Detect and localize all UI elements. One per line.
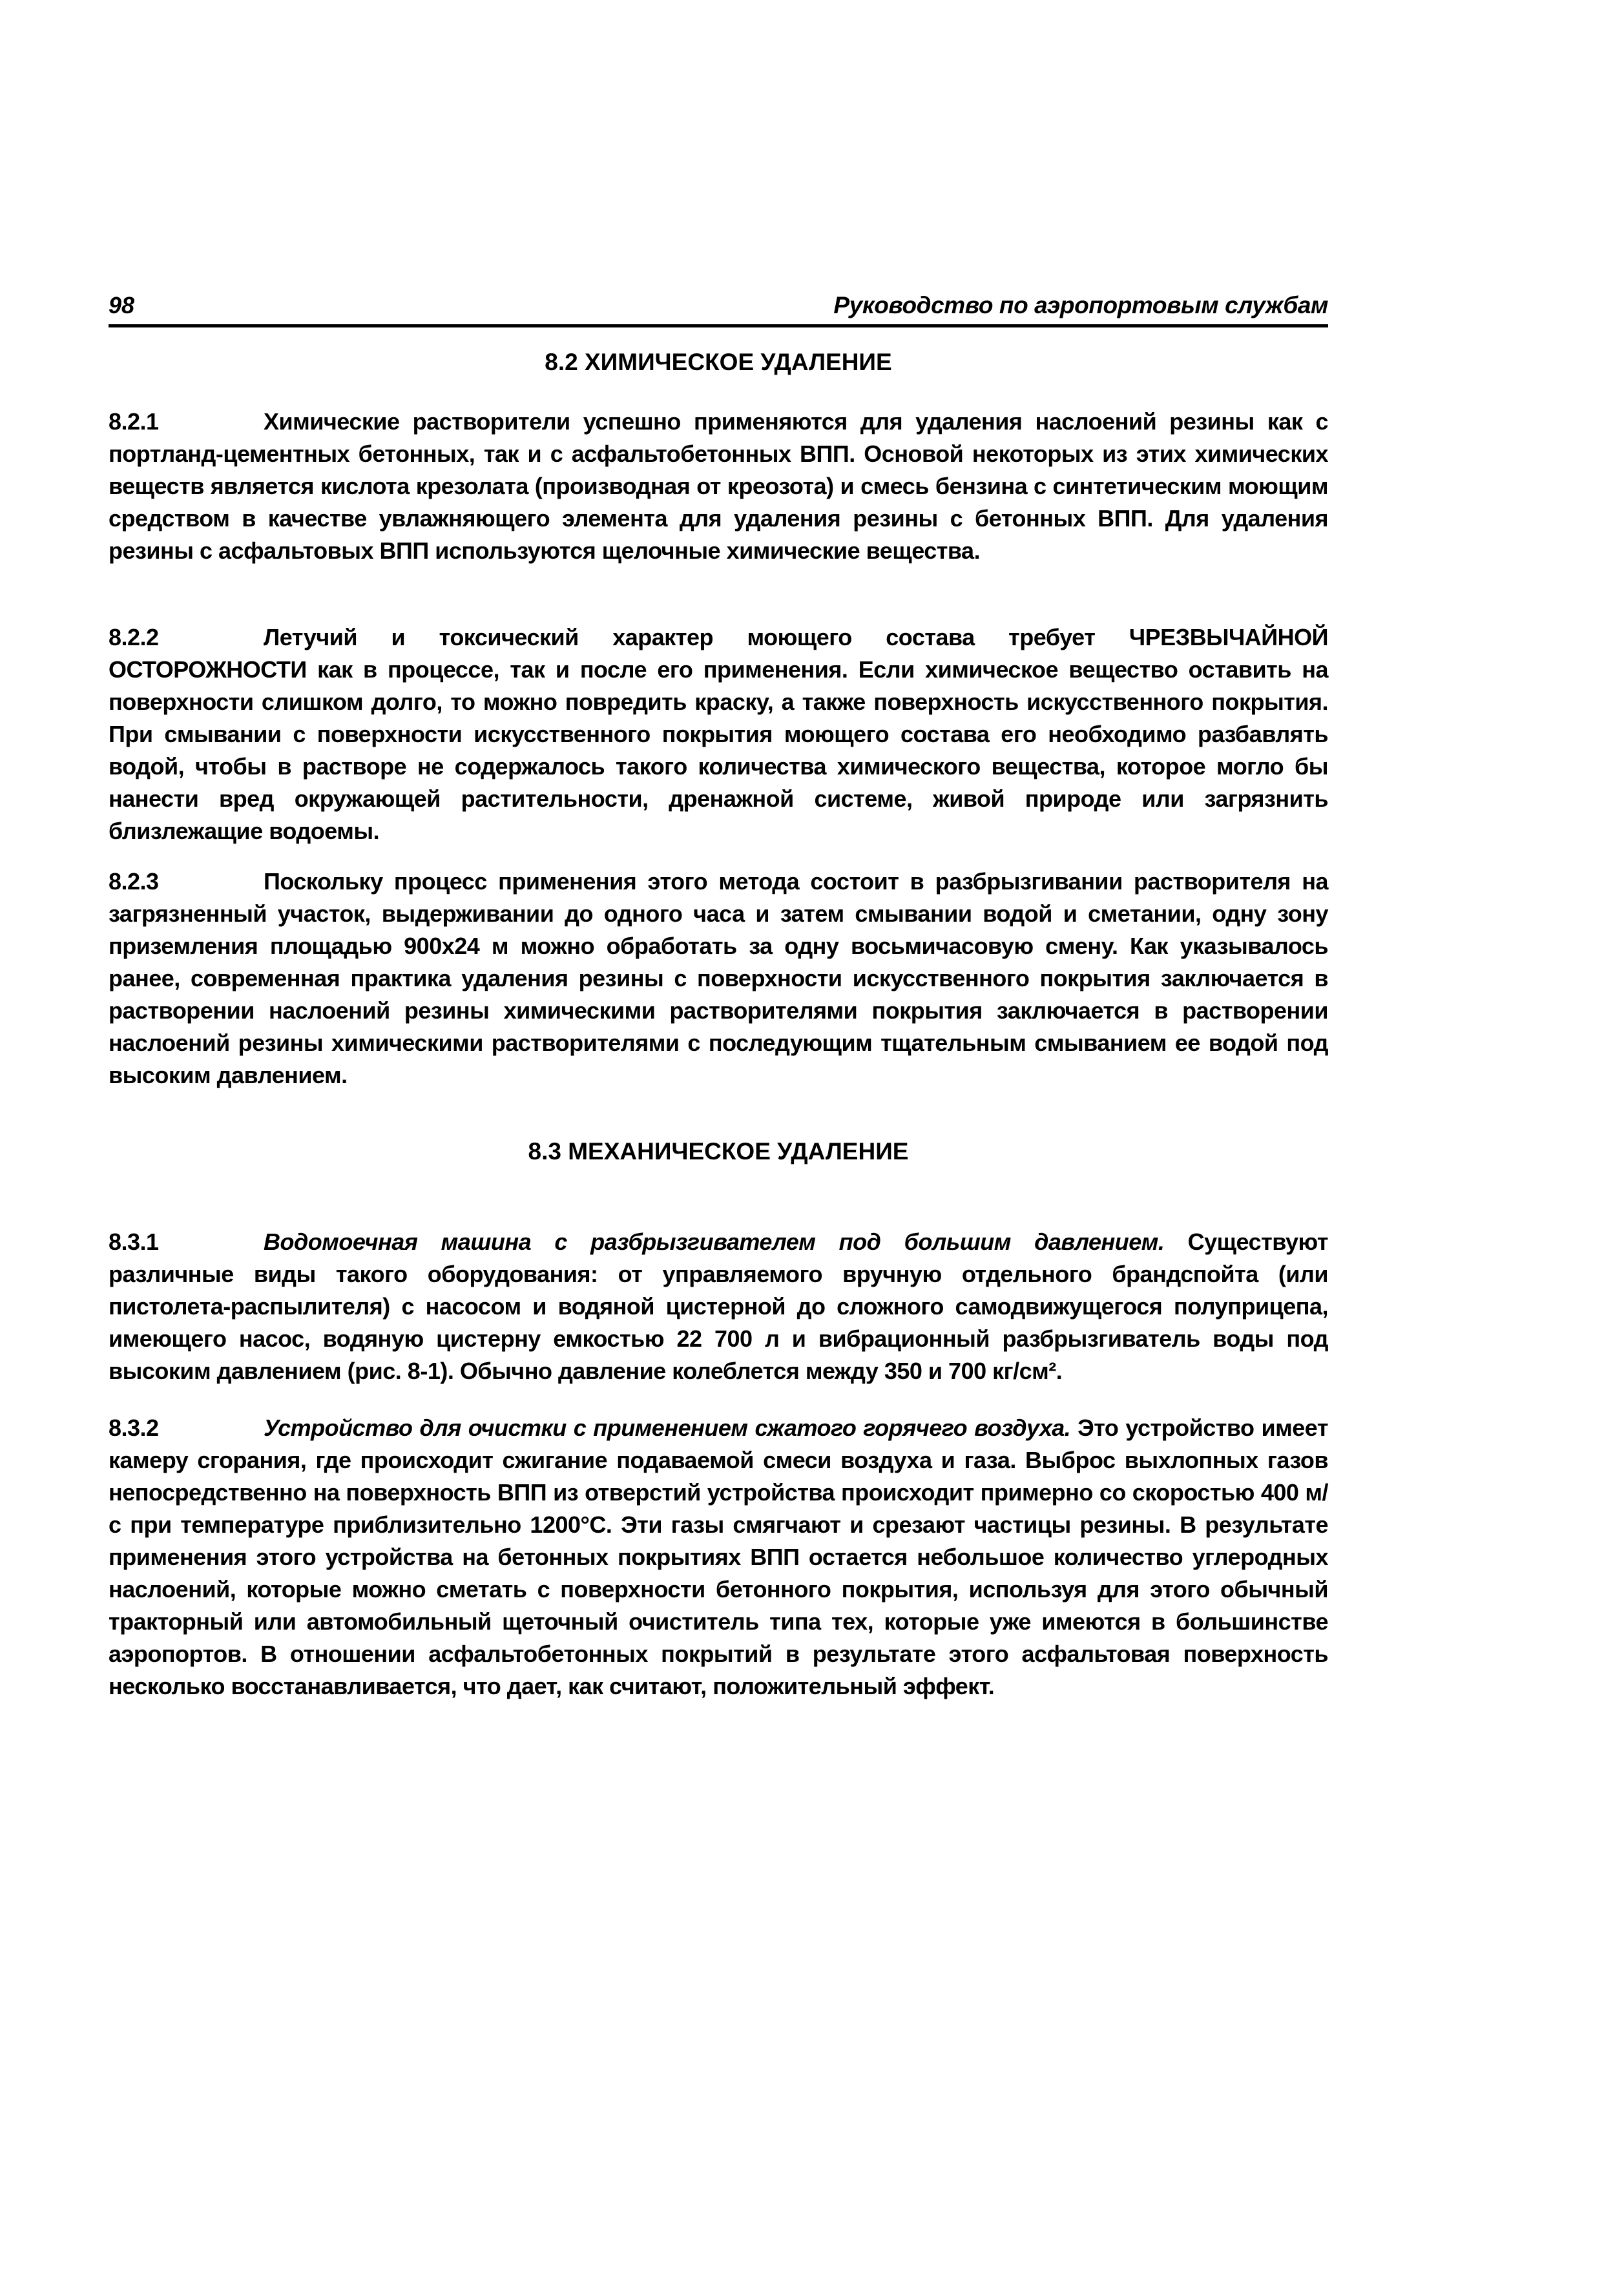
running-title: Руководство по аэропортовым службам <box>833 292 1328 318</box>
paragraph-8-3-1 <box>109 1226 1328 1387</box>
paragraph-lead: Устройство для очистки с применением сжатого горячего воздуха. <box>264 1415 1071 1441</box>
paragraph-number: 8.2.2 <box>109 624 159 650</box>
paragraph-8-2-3 <box>109 866 1328 1092</box>
paragraph-8-2-2 <box>109 621 1328 847</box>
page-header <box>109 276 1328 327</box>
paragraph-number: 8.3.1 <box>109 1229 159 1255</box>
section-heading-8-3: 8.3 МЕХАНИЧЕСКОЕ УДАЛЕНИЕ <box>528 1138 909 1165</box>
paragraph-number: 8.2.1 <box>109 408 159 435</box>
paragraph-8-2-1 <box>109 406 1328 567</box>
paragraph-text: Это устройство имеет камеру сгорания, где происходит сжигание подаваемой смеси воздуха и газа. Выброс выхлопных газов непосредственно на поверхность ВПП из отверстий устройства происходит примерно со скоростью 400 м/с при температуре приблизительно 1200°С. Эти газы смягчают и срезают частицы резины. В результате применения этого устройства на бетонных покрытиях ВПП остается небольшое количество углеродных наслоений, которые можно сметать с поверхности бетонного покрытия, используя для этого обычный тракторный или автомобильный щеточный очиститель типа тех, которые уже имеются в большинстве аэропортов. В отношении асфальтобетонных покрытий в результате этого асфальтовая поверхность несколько восстанавливается, что дает, как считают, положительный эффект. <box>109 1415 1328 1699</box>
paragraph-text: Химические растворители успешно применяются для удаления наслоений резины как с портланд-цементных бетонных, так и с асфальтобетонных ВПП. Основой некоторых из этих химических веществ является кислота крезолата (производная от креозота) и смесь бензина с синтетическим моющим средством в качестве увлажняющего элемента для удаления резины с бетонных ВПП. Для удаления резины с асфальтовых ВПП используются щелочные химические вещества. <box>109 408 1328 564</box>
paragraph-8-3-2 <box>109 1412 1328 1703</box>
paragraph-number: 8.2.3 <box>109 868 159 895</box>
paragraph-number: 8.3.2 <box>109 1415 159 1441</box>
paragraph-text: Существуют различные виды такого оборудования: от управляемого вручную отдельного брандспойта (или пистолета-распылителя) с насосом и водяной цистерной до сложного самодвижущегося полуприцепа, имеющего насос, водяную цистерну емкостью 22 700 л и вибрационный разбрызгиватель воды под высоким давлением (рис. 8-1). Обычно давление колеблется между 350 и 700 кг/см². <box>109 1229 1328 1384</box>
page-number: 98 <box>109 292 135 318</box>
paragraph-text: Поскольку процесс применения этого метода состоит в разбрызгивании растворителя на загрязненный участок, выдерживании до одного часа и затем смывании водой и сметании, одну зону приземления площадью 900х24 м можно обработать за одну восьмичасовую смену. Как указывалось ранее, современная практика удаления резины с поверхности искусственного покрытия заключается в растворении наслоений резины химическими растворителями покрытия заключается в растворении наслоений резины химическими растворителями с последующим тщательным смыванием ее водой под высоким давлением. <box>109 868 1328 1088</box>
paragraph-lead: Водомоечная машина с разбрызгивателем под большим давлением. <box>264 1229 1165 1255</box>
section-heading-8-2: 8.2 ХИМИЧЕСКОЕ УДАЛЕНИЕ <box>545 349 892 375</box>
paragraph-text: Летучий и токсический характер моющего состава требует ЧРЕЗВЫЧАЙНОЙ ОСТОРОЖНОСТИ как в процессе, так и после его применения. Если химическое вещество оставить на поверхности слишком долго, то можно повредить краску, а также поверхность искусственного покрытия. При смывании с поверхности искусственного покрытия моющего состава его необходимо разбавлять водой, чтобы в растворе не содержалось такого количества химического вещества, которое могло бы нанести вред окружающей растительности, дренажной системе, живой природе или загрязнить близлежащие водоемы. <box>109 624 1328 844</box>
